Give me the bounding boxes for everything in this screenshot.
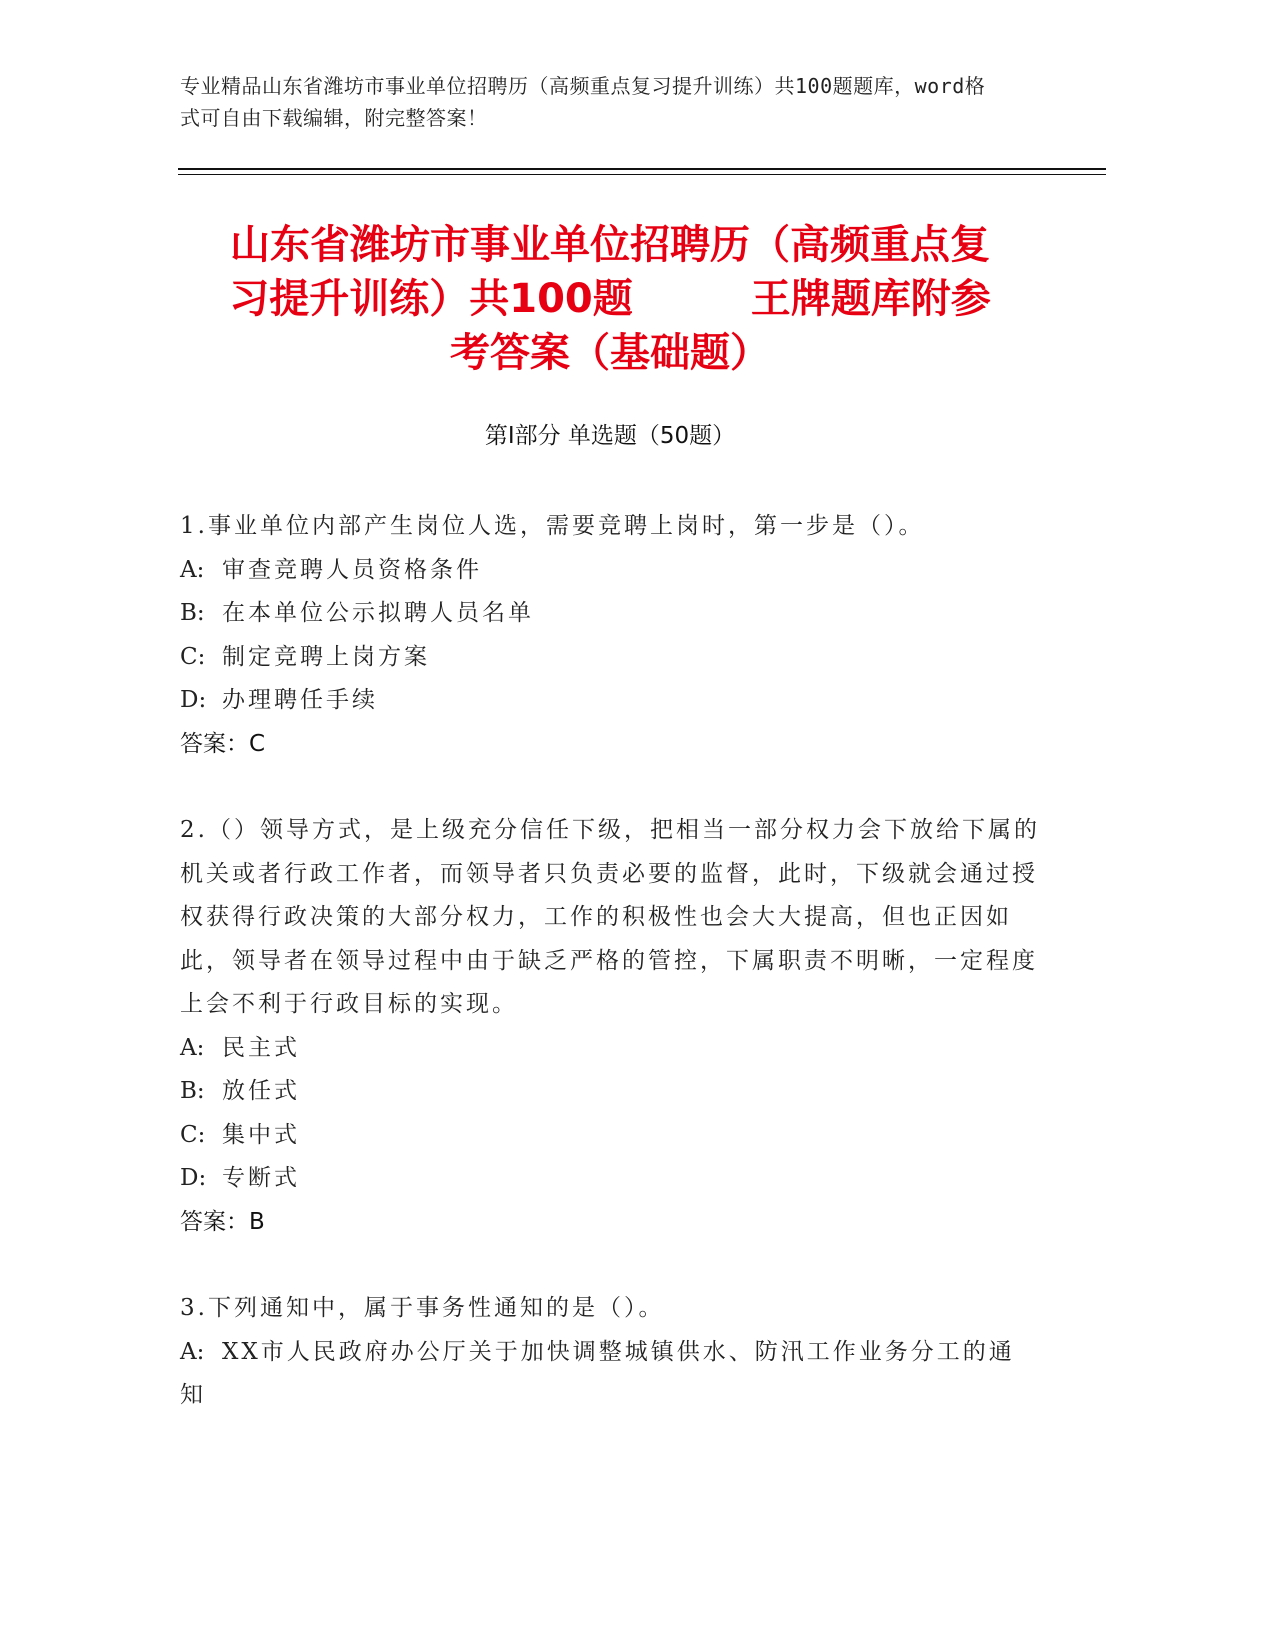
title-line-2-part-b: 王牌题库附参 bbox=[750, 276, 991, 322]
option-text: 民主式 bbox=[222, 1034, 300, 1061]
title-line-2-part-a: 习提升训练）共100题 bbox=[229, 276, 633, 322]
option-text: XX市人民政府办公厅关于加快调整城镇供水、防汛工作业务分工的通知 bbox=[180, 1338, 1015, 1408]
option-d bbox=[180, 679, 1040, 723]
option-text: 审查竞聘人员资格条件 bbox=[222, 556, 482, 583]
header-note: 专业精品山东省潍坊市事业单位招聘历（高频重点复习提升训练）共100题题库，word格式可自由下载编辑，附完整答案！ bbox=[180, 74, 986, 130]
option-a bbox=[180, 549, 1040, 593]
option-a bbox=[180, 1027, 1040, 1071]
question-1 bbox=[180, 505, 1040, 766]
option-b bbox=[180, 1070, 1040, 1114]
option-key: D: bbox=[180, 687, 207, 713]
section-title: 第Ⅰ部分 单选题（50题） bbox=[484, 423, 736, 449]
question-3 bbox=[180, 1287, 1040, 1418]
option-c bbox=[180, 1114, 1040, 1158]
header-divider-thin bbox=[178, 174, 1106, 175]
answer-line: 答案：C bbox=[180, 730, 266, 757]
question-text: 1.事业单位内部产生岗位人选，需要竞聘上岗时，第一步是（）。 bbox=[180, 513, 925, 539]
option-key: B: bbox=[180, 600, 205, 626]
document-title bbox=[180, 218, 1040, 380]
option-text: 在本单位公示拟聘人员名单 bbox=[222, 600, 534, 626]
option-key: A: bbox=[180, 1338, 205, 1365]
option-text: 集中式 bbox=[222, 1121, 300, 1148]
question-text: 3.下列通知中，属于事务性通知的是（）。 bbox=[180, 1295, 665, 1321]
option-key: A: bbox=[180, 556, 205, 583]
option-text: 制定竞聘上岗方案 bbox=[222, 643, 430, 670]
question-text: 2.（）领导方式，是上级充分信任下级，把相当一部分权力会下放给下属的机关或者行政工作者，而领导者只负责必要的监督，此时，下级就会通过授权获得行政决策的大部分权力，工作的积极性也会大大提高，但也正因如此，领导者在领导过程中由于缺乏严格的管控，下属职责不明晰，一定程度上会不利于行政目标的实现。 bbox=[180, 817, 1040, 1017]
option-d bbox=[180, 1157, 1040, 1201]
option-text: 放任式 bbox=[222, 1078, 300, 1104]
option-key: A: bbox=[180, 1034, 205, 1061]
option-c bbox=[180, 636, 1040, 680]
option-text: 专断式 bbox=[222, 1165, 300, 1191]
title-line-2 bbox=[180, 272, 1040, 326]
question-2 bbox=[180, 809, 1040, 1244]
option-a bbox=[180, 1331, 1040, 1418]
header-divider-thick bbox=[178, 168, 1106, 170]
option-key: C: bbox=[180, 643, 206, 670]
option-key: B: bbox=[180, 1078, 205, 1104]
option-key: D: bbox=[180, 1165, 207, 1191]
option-key: C: bbox=[180, 1121, 206, 1148]
option-text: 办理聘任手续 bbox=[222, 687, 378, 713]
title-line-1: 山东省潍坊市事业单位招聘历（高频重点复 bbox=[230, 222, 990, 268]
question-list bbox=[180, 505, 1040, 1461]
option-b bbox=[180, 592, 1040, 636]
title-line-3: 考答案（基础题） bbox=[450, 330, 770, 376]
answer-line: 答案：B bbox=[180, 1208, 265, 1235]
